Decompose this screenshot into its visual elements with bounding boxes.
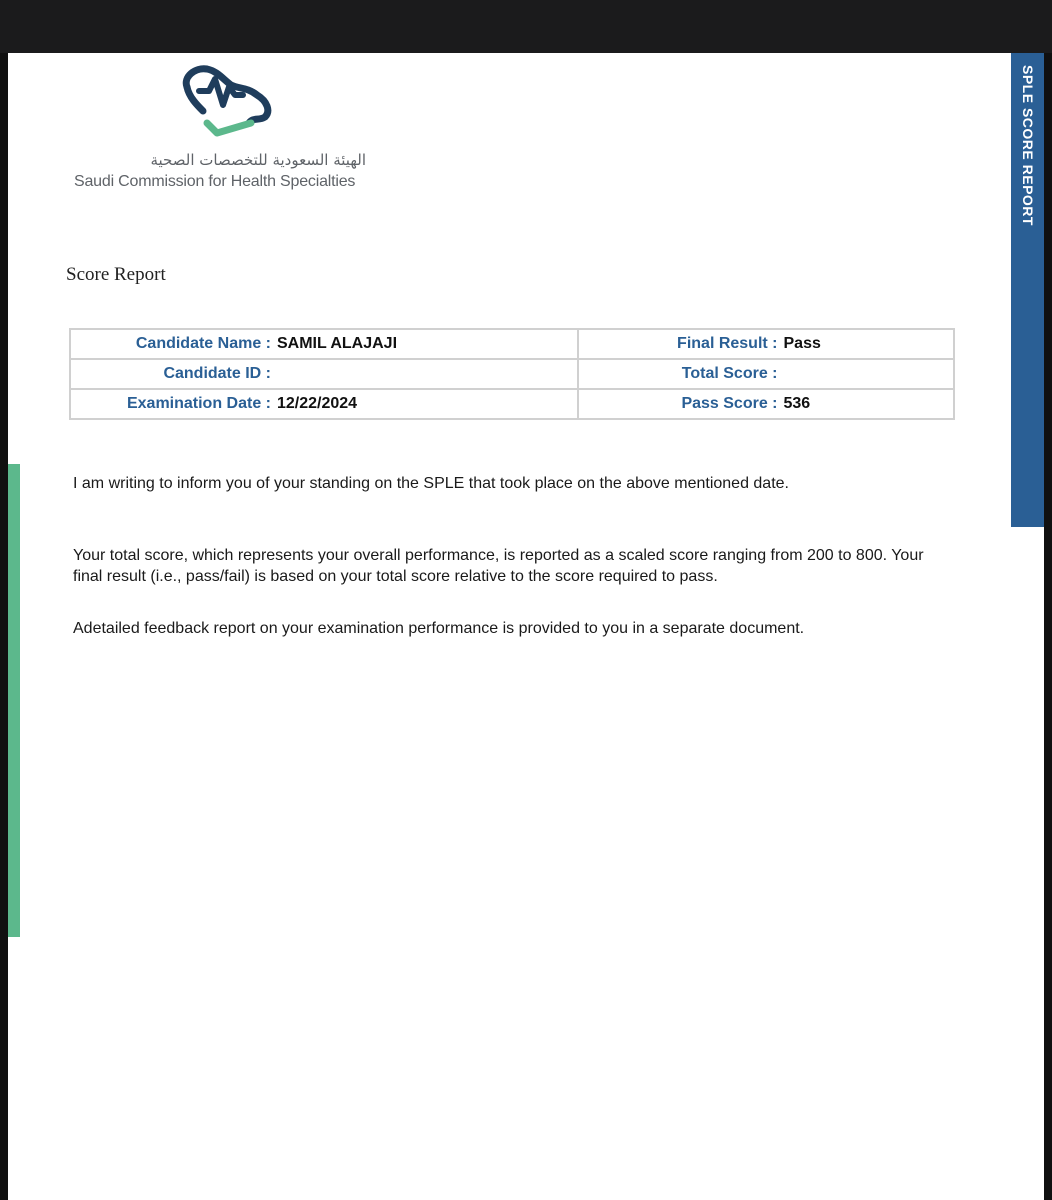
final-result-label: Final Result : bbox=[677, 335, 778, 352]
heartbeat-map-logo-icon bbox=[173, 65, 273, 145]
viewer-top-bar bbox=[0, 0, 1052, 53]
final-result-value: Pass bbox=[783, 335, 821, 352]
table-cell bbox=[578, 329, 955, 359]
scoring-paragraph: Your total score, which represents your overall performance, is reported as a scaled score ranging from 200 to 800. Your final result (i.e., pass/fail) is based on your total score relative to the score required to pass. bbox=[73, 547, 924, 585]
candidate-name-value: SAMIL ALAJAJI bbox=[277, 335, 398, 352]
table-cell bbox=[70, 359, 578, 389]
organization-name-arabic: الهيئة السعودية للتخصصات الصحية bbox=[150, 151, 366, 169]
examination-date-value: 12/22/2024 bbox=[277, 395, 358, 412]
candidate-name-label: Candidate Name : bbox=[135, 335, 271, 352]
pass-score-label: Pass Score : bbox=[681, 395, 778, 412]
table-cell bbox=[70, 329, 578, 359]
organization-name-english: Saudi Commission for Health Specialties bbox=[74, 173, 356, 190]
table-row bbox=[70, 329, 954, 359]
total-score-label: Total Score : bbox=[681, 365, 778, 382]
side-banner-title: SPLE SCORE REPORT bbox=[1020, 65, 1036, 226]
intro-paragraph: I am writing to inform you of your standing on the SPLE that took place on the above mentioned date. bbox=[73, 475, 789, 492]
report-title: Score Report bbox=[66, 264, 166, 285]
pass-score-value: 536 bbox=[783, 395, 811, 412]
candidate-id-label: Candidate ID : bbox=[163, 365, 271, 382]
feedback-paragraph: Adetailed feedback report on your examination performance is provided to you in a separate document. bbox=[73, 620, 805, 637]
table-row bbox=[70, 359, 954, 389]
table-row bbox=[70, 389, 954, 419]
examination-date-label: Examination Date : bbox=[126, 395, 271, 412]
candidate-info-table bbox=[69, 328, 955, 420]
table-cell bbox=[70, 389, 578, 419]
table-cell bbox=[578, 389, 955, 419]
green-accent-strip bbox=[8, 464, 20, 937]
viewer-right-edge bbox=[1044, 53, 1052, 1200]
score-report-page bbox=[8, 53, 1044, 1200]
table-cell bbox=[578, 359, 955, 389]
viewer-left-edge bbox=[0, 53, 8, 1200]
